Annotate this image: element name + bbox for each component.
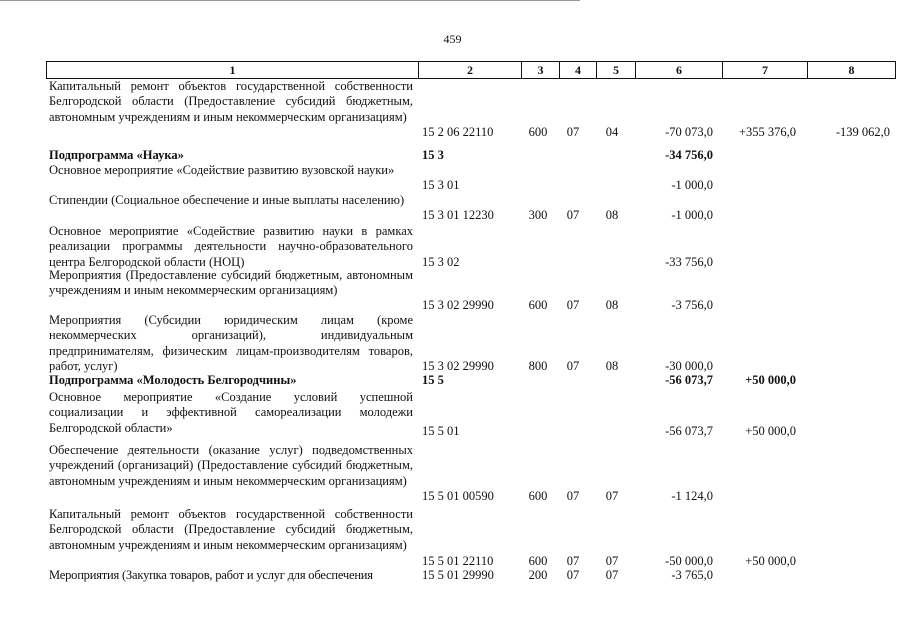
row-description: Подпрограмма «Наука» — [49, 148, 184, 162]
row-col-6: -50 000,0 — [665, 554, 713, 568]
header-col-8: 8 — [848, 63, 855, 77]
row-col-6: -56 073,7 — [665, 424, 713, 438]
row-description: Мероприятия (Субсидии юридическим лицам (кроме некоммерческих организаций), индивидуальным предпринимателям, физическим лицам-производителям товаров, работ, услуг) — [49, 313, 413, 373]
row-col-6: -30 000,0 — [665, 359, 713, 373]
row-col-3: 800 — [528, 359, 548, 373]
row-description: Капитальный ремонт объектов государственной собственности Белгородской области (Предоставление субсидий бюджетным, автономным учреждениям и иным некоммерческим организациям) — [49, 507, 413, 552]
row-code: 15 5 01 29990 — [422, 568, 494, 582]
row-col-7: +355 376,0 — [738, 125, 796, 139]
row-code: 15 3 — [422, 148, 444, 162]
row-col-5: 08 — [605, 298, 619, 312]
row-col-7: +50 000,0 — [745, 424, 796, 438]
row-code: 15 3 02 — [422, 255, 460, 269]
row-col-4: 07 — [566, 359, 580, 373]
header-col-3: 3 — [522, 62, 560, 78]
row-col-3: 300 — [528, 208, 548, 222]
row-code: 15 5 01 22110 — [422, 554, 494, 568]
row-description: Основное мероприятие «Содействие развитию вузовской науки» — [49, 163, 395, 177]
row-col-8: -139 062,0 — [835, 125, 890, 139]
row-description: Мероприятия (Предоставление субсидий бюджетным, автономным учреждениям и иным некоммерческим организациям) — [49, 268, 413, 298]
row-col-4: 07 — [566, 208, 580, 222]
row-description: Основное мероприятие «Содействие развитию науки в рамках реализации программы деятельности научно-образовательного центра Белгородской области (НОЦ) — [49, 224, 413, 269]
row-col-6: -1 000,0 — [671, 178, 713, 192]
row-col-6: -3 765,0 — [671, 568, 713, 582]
row-col-5: 04 — [605, 125, 619, 139]
row-col-4: 07 — [566, 568, 580, 582]
row-code: 15 3 02 29990 — [422, 359, 494, 373]
row-description: Подпрограмма «Молодость Белгородчины» — [49, 373, 297, 387]
row-code: 15 5 — [422, 373, 444, 387]
row-col-4: 07 — [566, 298, 580, 312]
row-col-6: -56 073,7 — [665, 373, 713, 387]
row-col-3: 200 — [528, 568, 548, 582]
row-code: 15 3 01 12230 — [422, 208, 494, 222]
row-code: 15 3 02 29990 — [422, 298, 494, 312]
row-col-6: -33 756,0 — [665, 255, 713, 269]
row-description: Мероприятия (Закупка товаров, работ и услуг для обеспечения — [49, 568, 373, 582]
row-col-7: +50 000,0 — [745, 554, 796, 568]
header-col-1: 1 — [47, 62, 419, 78]
row-col-6: -70 073,0 — [665, 125, 713, 139]
row-col-7: +50 000,0 — [745, 373, 796, 387]
row-col-4: 07 — [566, 489, 580, 503]
row-code: 15 2 06 22110 — [422, 125, 494, 139]
row-col-4: 07 — [566, 554, 580, 568]
row-col-5: 07 — [605, 554, 619, 568]
row-col-5: 07 — [605, 568, 619, 582]
row-description: Основное мероприятие «Создание условий успешной социализации и эффективной самореализации молодежи Белгородской области» — [49, 390, 413, 435]
header-col-7: 7 — [723, 62, 808, 78]
row-col-5: 07 — [605, 489, 619, 503]
row-col-3: 600 — [528, 489, 548, 503]
table-header — [46, 61, 896, 79]
row-col-3: 600 — [528, 554, 548, 568]
header-col-5: 5 — [597, 62, 636, 78]
row-col-6: -1 124,0 — [671, 489, 713, 503]
row-description: Обеспечение деятельности (оказание услуг) подведомственных учреждений (организаций) (Предоставление субсидий бюджетным, автономным учреждениям и иным некоммерческим организациям) — [49, 443, 413, 488]
row-description: Стипендии (Социальное обеспечение и иные выплаты населению) — [49, 193, 405, 207]
row-code: 15 5 01 — [422, 424, 460, 438]
header-col-6: 6 — [636, 62, 723, 78]
row-col-3: 600 — [528, 298, 548, 312]
page-number: 459 — [443, 32, 462, 46]
row-description: Капитальный ремонт объектов государственной собственности Белгородской области (Предоставление субсидий бюджетным, автономным учреждениям и иным некоммерческим организациям) — [49, 79, 413, 124]
row-col-5: 08 — [605, 208, 619, 222]
row-col-6: -3 756,0 — [671, 298, 713, 312]
row-col-5: 08 — [605, 359, 619, 373]
row-col-3: 600 — [528, 125, 548, 139]
header-col-4: 4 — [560, 62, 597, 78]
row-col-6: -1 000,0 — [671, 208, 713, 222]
top-border-line — [0, 0, 580, 1]
row-col-4: 07 — [566, 125, 580, 139]
row-code: 15 5 01 00590 — [422, 489, 494, 503]
row-col-6: -34 756,0 — [665, 148, 713, 162]
row-code: 15 3 01 — [422, 178, 460, 192]
header-col-2: 2 — [419, 62, 522, 78]
